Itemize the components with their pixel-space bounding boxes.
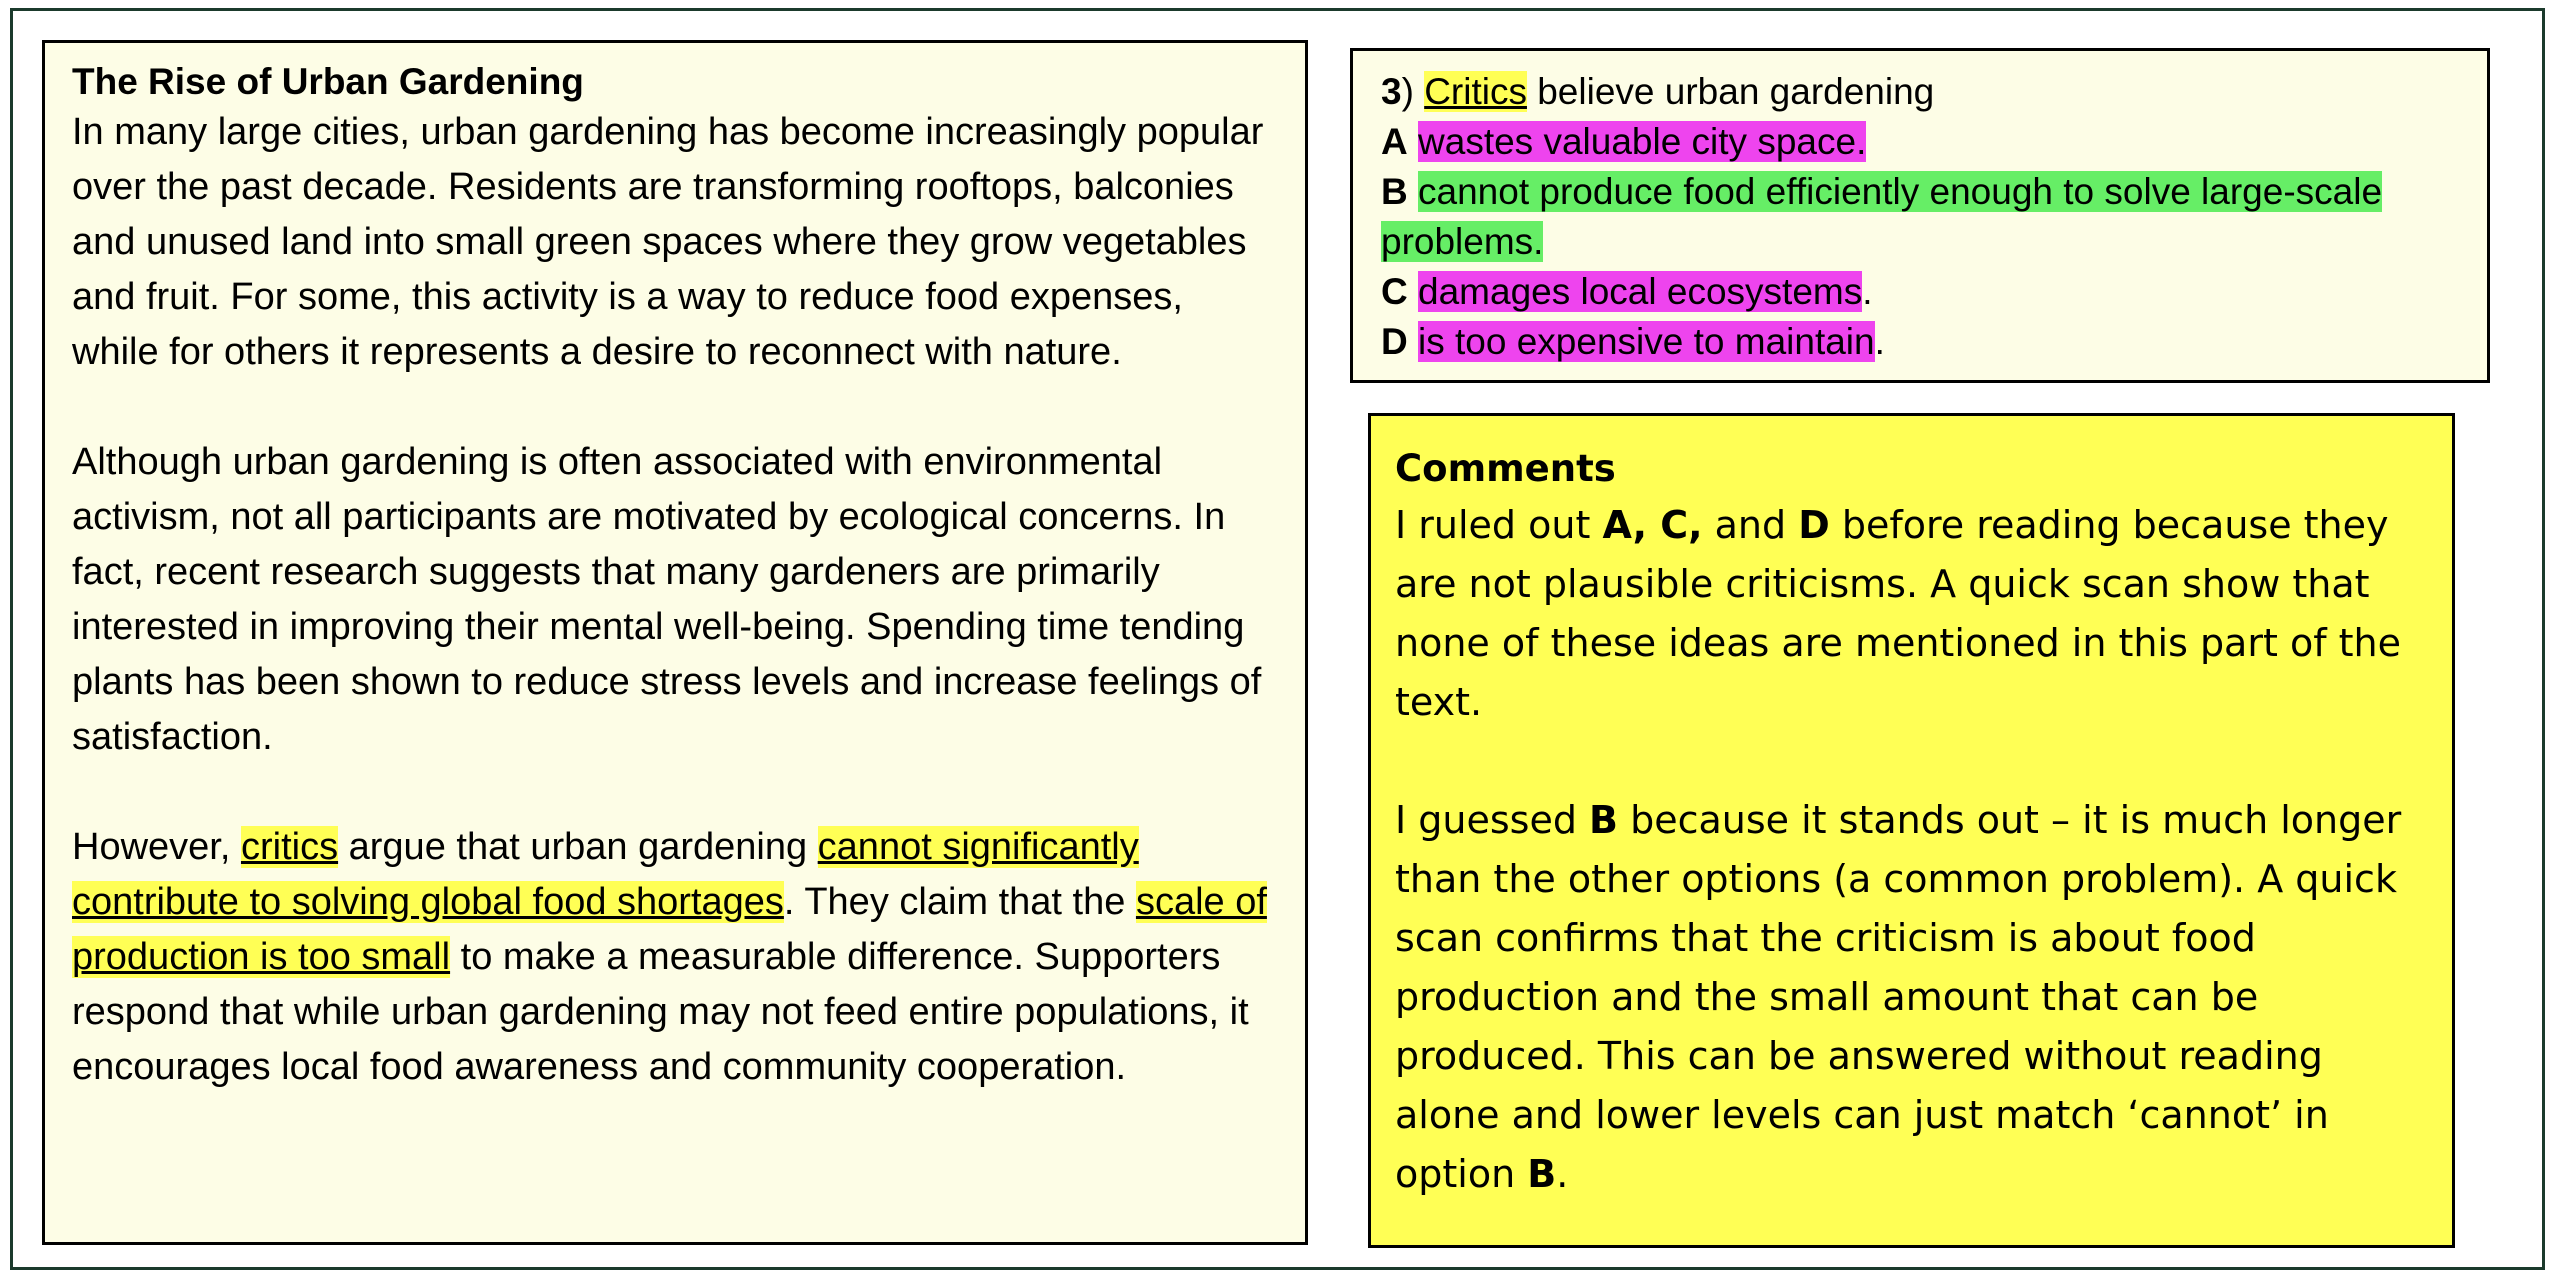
p3-text-4: to make a measurable difference. Supporters respond that while urban gardening may not feed entire populations, it encourages local food awareness and community cooperation. [72, 936, 1249, 1088]
option-d-letter: D [1381, 321, 1408, 362]
article-paragraph-3 [72, 820, 1280, 1095]
c1-bold-2: D [1798, 503, 1830, 547]
option-b-text: cannot produce food efficiently enough to solve large-scale problems. [1381, 171, 2383, 262]
c2-bold-2: B [1527, 1152, 1557, 1196]
question-stem [1381, 67, 2467, 117]
option-b [1381, 167, 2467, 267]
option-d-text: is too expensive to maintain [1418, 321, 1875, 362]
highlight-scale-of-production: scale of production is too small [72, 881, 1267, 978]
p3-text-3: . They claim that the [783, 881, 1136, 923]
question-number: 3 [1381, 71, 1402, 112]
comments-panel [1368, 413, 2455, 1248]
c1-text-2: and [1702, 503, 1799, 547]
c1-text-1: I ruled out [1395, 503, 1603, 547]
highlight-critics: critics [240, 826, 339, 868]
p3-text-1: However, [72, 826, 241, 868]
c1-bold-1: A, C, [1602, 503, 1703, 547]
option-a [1381, 117, 2467, 167]
c1-text-3: before reading because they are not plausible criticisms. A quick scan show that none of these ideas are mentioned in this part of the text. [1395, 503, 2402, 724]
option-c-letter: C [1381, 271, 1408, 312]
article-body [72, 105, 1280, 1095]
comments-paragraph-2 [1395, 791, 2430, 1204]
option-c [1381, 267, 2467, 317]
option-a-text: wastes valuable city space. [1418, 121, 1867, 162]
stem-highlight: Critics [1424, 71, 1527, 112]
question-panel [1350, 48, 2490, 383]
stem-rest: believe urban gardening [1526, 71, 1935, 112]
article-paragraph-2: Although urban gardening is often associated with environmental activism, not all participants are motivated by ecological concerns. In fact, recent research suggests that many gardeners are primarily interested in improving their mental well-being. Spending time tending plants has been shown to reduce stress levels and increase feelings of satisfaction. [72, 441, 1262, 758]
comments-body [1395, 496, 2430, 1204]
option-c-text: damages local ecosystems [1418, 271, 1863, 312]
question-paren: ) [1401, 71, 1414, 112]
article-title: The Rise of Urban Gardening [72, 61, 584, 102]
c2-text-1: I guessed [1395, 798, 1590, 842]
c2-text-2: because it stands out – it is much longer than the other options (a common problem). A quick scan confirms that the criticism is about food production and the small amount that can be produced. This can be answered without reading alone and lower levels can just match ‘cannot’ in option [1395, 798, 2402, 1196]
option-d-after: . [1874, 321, 1885, 362]
c2-text-3: . [1556, 1152, 1569, 1196]
option-d [1381, 317, 2467, 367]
article-panel [42, 40, 1308, 1245]
comments-paragraph-1 [1395, 496, 2430, 732]
comments-title: Comments [1395, 447, 1616, 490]
c2-bold-1: B [1589, 798, 1619, 842]
option-c-after: . [1862, 271, 1873, 312]
p3-text-2: argue that urban gardening [338, 826, 818, 868]
article-paragraph-1: In many large cities, urban gardening has become increasingly popular over the past decade. Residents are transforming rooftops, balconies and unused land into small green spaces where they grow vegetables and fruit. For some, this activity is a way to reduce food expenses, while for others it represents a desire to reconnect with nature. [72, 111, 1264, 373]
option-a-letter: A [1381, 121, 1408, 162]
highlight-cannot-contribute: cannot significantly contribute to solving global food shortages [72, 826, 1139, 923]
option-b-letter: B [1381, 171, 1408, 212]
